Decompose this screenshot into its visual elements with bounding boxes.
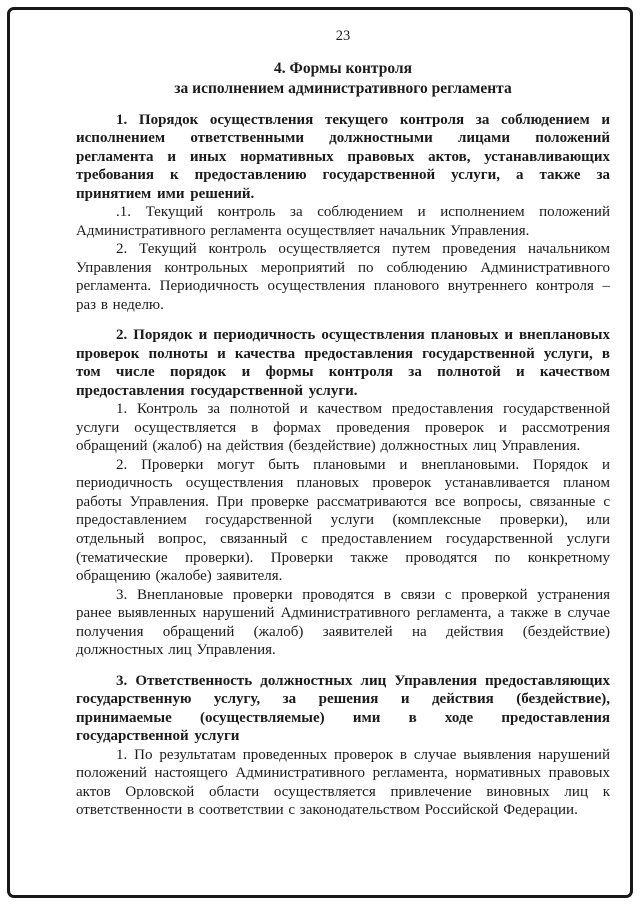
page-content [76, 28, 610, 875]
section-3-paragraph-1: 1. По результатам проведенных проверок в случае выявления нарушений положений настоящего Административного регламента, нормативных правовых актов Орловской области осуществляется привлечение виновных лиц к ответственности в соответствии с законодательством Российской Федерации. [76, 746, 610, 819]
section-1-paragraph-2: 2. Текущий контроль осуществляется путем проведения начальником Управления контрольных мероприятий по соблюдению Административного регламента. Периодичность осуществления планового внутреннего контроля – раз в неделю. [76, 241, 610, 313]
section-2-paragraph-3: 3. Внеплановые проверки проводятся в связи с проверкой устранения ранее выявленных нарушений Административного регламента, а также в случае получения обращений (жалоб) заявителей на действия (бездействие) должностных лиц Управления. [76, 586, 610, 659]
chapter-heading-line2: за исполнением административного регламента [174, 79, 512, 97]
chapter-heading [76, 59, 610, 99]
section-2-paragraph-2: 2. Проверки могут быть плановыми и внеплановыми. Порядок и периодичность осуществления плановых проверок устанавливается планом работы Управления. При проверке рассматриваются все вопросы, связанные с предоставлением государственной услуги (комплексные проверки), или отдельный вопрос, связанный с предоставлением государственной услуги (тематические проверки). Проверки также проводятся по конкретному обращению (жалобе) заявителя. [76, 456, 610, 585]
page-number: 23 [335, 28, 351, 44]
section-1-paragraph-1: .1. Текущий контроль за соблюдением и исполнением положений Административного регламента осуществляет начальник Управления. [76, 204, 610, 239]
section-3-heading: 3. Ответственность должностных лиц Управления предоставляющих государственную услугу, за решения и действия (бездействие), принимаемые (осуществляемые) ими в ходе предоставления государственной услуги [76, 672, 610, 745]
section-1-heading: 1. Порядок осуществления текущего контроля за соблюдением и исполнением ответственными должностными лицами положений регламента и иных нормативных правовых актов, устанавливающих требования к предоставлению государственной услуги, а также за принятием ими решений. [76, 111, 610, 202]
section-2-heading: 2. Порядок и периодичность осуществления плановых и внеплановых проверок полноты и качества предоставления государственной услуги, в том числе порядок и формы контроля за полнотой и качеством предоставления государственной услуги. [76, 327, 610, 399]
chapter-heading-line1: 4. Формы контроля [274, 60, 412, 77]
section-2-paragraph-1: 1. Контроль за полнотой и качеством предоставления государственной услуги осуществляется в формах проведения проверок и рассмотрения обращений (жалоб) на действия (бездействие) должностных лиц Управления. [76, 401, 610, 455]
